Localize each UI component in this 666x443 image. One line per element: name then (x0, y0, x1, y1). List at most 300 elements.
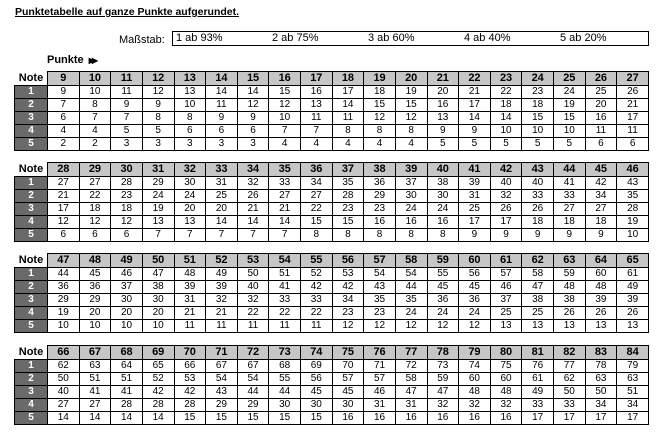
table-cell: 30 (395, 190, 427, 203)
points-header-cell: 79 (459, 346, 491, 360)
table-row (15, 268, 649, 281)
table-cell: 10 (111, 320, 143, 333)
table-cell: 61 (522, 373, 554, 386)
table-cell: 5 (522, 138, 554, 151)
table-row (15, 307, 649, 320)
table-cell: 24 (174, 190, 206, 203)
table-cell: 9 (554, 229, 586, 242)
table-cell: 11 (174, 320, 206, 333)
table-cell: 11 (617, 125, 649, 138)
table-cell: 72 (395, 360, 427, 373)
table-cell: 34 (617, 399, 649, 412)
table-cell: 47 (522, 281, 554, 294)
table-cell: 10 (554, 125, 586, 138)
table-cell: 26 (585, 307, 617, 320)
table-cell: 46 (111, 268, 143, 281)
table-cell: 25 (459, 203, 491, 216)
table-cell: 12 (111, 216, 143, 229)
points-header-cell: 22 (459, 72, 491, 86)
table-cell: 8 (427, 229, 459, 242)
table-cell: 20 (79, 307, 111, 320)
table-cell: 8 (332, 229, 364, 242)
table-cell: 48 (490, 386, 522, 399)
points-header-cell: 68 (111, 346, 143, 360)
table-cell: 47 (395, 386, 427, 399)
table-cell: 63 (79, 360, 111, 373)
table-cell: 14 (490, 112, 522, 125)
table-row (15, 360, 649, 373)
points-header-cell: 75 (332, 346, 364, 360)
points-header-cell: 58 (395, 254, 427, 268)
points-header-cell: 62 (522, 254, 554, 268)
scale-item-grade-1: 1 ab 93% (176, 32, 223, 44)
table-cell: 6 (206, 125, 238, 138)
points-header-cell: 72 (237, 346, 269, 360)
table-cell: 34 (585, 190, 617, 203)
points-header-cell: 50 (142, 254, 174, 268)
table-cell: 45 (459, 281, 491, 294)
table-cell: 14 (48, 412, 80, 425)
table-cell: 21 (48, 190, 80, 203)
table-cell: 15 (269, 412, 301, 425)
table-cell: 28 (111, 399, 143, 412)
table-cell: 26 (554, 307, 586, 320)
table-cell: 4 (301, 138, 333, 151)
table-cell: 30 (174, 177, 206, 190)
points-header-cell: 57 (364, 254, 396, 268)
table-cell: 30 (269, 399, 301, 412)
grade-label: 1 (15, 177, 48, 190)
table-cell: 45 (79, 268, 111, 281)
note-header: Note (15, 346, 48, 360)
table-cell: 8 (142, 112, 174, 125)
grading-scale-box (172, 31, 649, 46)
scale-item-grade-2: 2 ab 75% (272, 32, 319, 44)
table-cell: 26 (490, 203, 522, 216)
grade-label: 5 (15, 229, 48, 242)
table-cell: 15 (395, 99, 427, 112)
grade-label: 5 (15, 138, 48, 151)
table-cell: 14 (237, 86, 269, 99)
table-cell: 57 (490, 268, 522, 281)
table-cell: 30 (332, 399, 364, 412)
points-header-cell: 49 (111, 254, 143, 268)
table-cell: 31 (174, 294, 206, 307)
table-row (15, 386, 649, 399)
table-cell: 2 (79, 138, 111, 151)
table-cell: 66 (174, 360, 206, 373)
table-header-row (15, 72, 649, 86)
table-cell: 39 (585, 294, 617, 307)
points-header-cell: 21 (427, 72, 459, 86)
table-cell: 9 (585, 229, 617, 242)
table-cell: 10 (48, 320, 80, 333)
table-cell: 7 (174, 229, 206, 242)
table-row (15, 86, 649, 99)
table-cell: 15 (522, 112, 554, 125)
points-header-cell: 63 (554, 254, 586, 268)
points-header-cell: 16 (269, 72, 301, 86)
table-cell: 16 (364, 216, 396, 229)
table-cell: 4 (269, 138, 301, 151)
points-header-cell: 59 (427, 254, 459, 268)
table-cell: 13 (174, 216, 206, 229)
points-header-cell: 60 (459, 254, 491, 268)
points-header-cell: 45 (585, 163, 617, 177)
note-header: Note (15, 254, 48, 268)
table-cell: 10 (617, 229, 649, 242)
table-cell: 9 (522, 229, 554, 242)
table-cell: 11 (301, 320, 333, 333)
table-cell: 19 (617, 216, 649, 229)
scale-label: Maßstab: (119, 34, 165, 46)
table-cell: 60 (490, 373, 522, 386)
table-cell: 23 (332, 203, 364, 216)
table-cell: 12 (364, 320, 396, 333)
table-cell: 9 (111, 99, 143, 112)
table-cell: 41 (269, 281, 301, 294)
points-table (14, 253, 649, 333)
table-cell: 50 (48, 373, 80, 386)
table-cell: 28 (174, 399, 206, 412)
table-cell: 6 (617, 138, 649, 151)
table-cell: 20 (206, 203, 238, 216)
table-cell: 44 (395, 281, 427, 294)
table-cell: 44 (48, 268, 80, 281)
table-cell: 14 (206, 216, 238, 229)
table-cell: 47 (142, 268, 174, 281)
grade-label: 5 (15, 320, 48, 333)
table-cell: 27 (585, 203, 617, 216)
table-cell: 18 (490, 99, 522, 112)
table-cell: 14 (332, 99, 364, 112)
table-cell: 42 (301, 281, 333, 294)
table-cell: 42 (142, 386, 174, 399)
table-cell: 35 (332, 177, 364, 190)
table-cell: 34 (301, 177, 333, 190)
grade-label: 4 (15, 307, 48, 320)
table-cell: 12 (332, 320, 364, 333)
table-cell: 17 (617, 412, 649, 425)
points-header-cell: 83 (585, 346, 617, 360)
table-cell: 30 (301, 399, 333, 412)
table-cell: 20 (174, 203, 206, 216)
table-cell: 45 (301, 386, 333, 399)
table-cell: 57 (332, 373, 364, 386)
table-cell: 12 (427, 320, 459, 333)
table-cell: 5 (459, 138, 491, 151)
table-cell: 71 (364, 360, 396, 373)
points-header-cell: 19 (364, 72, 396, 86)
grade-label: 3 (15, 386, 48, 399)
table-cell: 16 (427, 412, 459, 425)
table-cell: 7 (206, 229, 238, 242)
points-header-cell: 54 (269, 254, 301, 268)
points-label-text: Punkte (47, 54, 84, 66)
points-header-cell: 31 (142, 163, 174, 177)
grade-label: 1 (15, 86, 48, 99)
table-cell: 77 (554, 360, 586, 373)
table-cell: 40 (48, 386, 80, 399)
table-cell: 17 (617, 112, 649, 125)
table-cell: 29 (237, 399, 269, 412)
table-cell: 13 (427, 112, 459, 125)
table-cell: 9 (427, 125, 459, 138)
table-cell: 51 (79, 373, 111, 386)
table-cell: 24 (459, 307, 491, 320)
table-cell: 16 (585, 112, 617, 125)
table-cell: 11 (206, 320, 238, 333)
table-cell: 20 (142, 307, 174, 320)
points-header-cell: 40 (427, 163, 459, 177)
table-cell: 47 (427, 386, 459, 399)
table-cell: 12 (142, 86, 174, 99)
table-cell: 18 (522, 99, 554, 112)
table-cell: 42 (174, 386, 206, 399)
table-cell: 32 (490, 190, 522, 203)
points-table (14, 162, 649, 242)
table-cell: 15 (301, 412, 333, 425)
table-cell: 15 (301, 216, 333, 229)
table-cell: 42 (332, 281, 364, 294)
table-cell: 8 (332, 125, 364, 138)
table-cell: 44 (237, 386, 269, 399)
points-header-cell: 78 (427, 346, 459, 360)
table-cell: 44 (269, 386, 301, 399)
table-cell: 9 (490, 229, 522, 242)
table-cell: 14 (269, 216, 301, 229)
table-cell: 4 (48, 125, 80, 138)
table-cell: 34 (585, 399, 617, 412)
table-cell: 50 (554, 386, 586, 399)
points-header-cell: 33 (206, 163, 238, 177)
table-cell: 8 (364, 229, 396, 242)
table-cell: 52 (142, 373, 174, 386)
table-cell: 6 (79, 229, 111, 242)
table-header-row (15, 254, 649, 268)
table-cell: 36 (427, 294, 459, 307)
table-cell: 14 (206, 86, 238, 99)
points-header-cell: 70 (174, 346, 206, 360)
table-cell: 16 (364, 412, 396, 425)
points-header-cell: 65 (617, 254, 649, 268)
table-cell: 30 (111, 294, 143, 307)
table-cell: 67 (237, 360, 269, 373)
table-cell: 18 (585, 216, 617, 229)
table-cell: 17 (554, 412, 586, 425)
table-cell: 23 (111, 190, 143, 203)
table-cell: 63 (585, 373, 617, 386)
table-cell: 20 (111, 307, 143, 320)
table-cell: 24 (395, 203, 427, 216)
table-cell: 27 (48, 399, 80, 412)
table-cell: 9 (237, 112, 269, 125)
table-cell: 32 (206, 294, 238, 307)
table-cell: 22 (490, 86, 522, 99)
table-cell: 23 (364, 307, 396, 320)
table-cell: 17 (459, 216, 491, 229)
points-header-cell: 13 (174, 72, 206, 86)
points-header-cell: 41 (459, 163, 491, 177)
table-cell: 48 (459, 386, 491, 399)
table-cell: 50 (585, 386, 617, 399)
table-cell: 9 (206, 112, 238, 125)
table-cell: 26 (617, 307, 649, 320)
table-row (15, 99, 649, 112)
points-header-cell: 53 (237, 254, 269, 268)
table-cell: 33 (269, 294, 301, 307)
table-cell: 21 (269, 203, 301, 216)
table-cell: 41 (111, 386, 143, 399)
table-cell: 60 (585, 268, 617, 281)
table-cell: 21 (206, 307, 238, 320)
table-cell: 11 (237, 320, 269, 333)
table-cell: 5 (111, 125, 143, 138)
table-cell: 48 (174, 268, 206, 281)
table-cell: 39 (174, 281, 206, 294)
points-header-cell: 73 (269, 346, 301, 360)
table-cell: 25 (206, 190, 238, 203)
table-cell: 11 (585, 125, 617, 138)
table-cell: 33 (554, 399, 586, 412)
table-cell: 16 (427, 99, 459, 112)
table-cell: 58 (522, 268, 554, 281)
table-header-row (15, 346, 649, 360)
table-cell: 33 (522, 399, 554, 412)
table-cell: 5 (554, 138, 586, 151)
table-cell: 30 (142, 294, 174, 307)
table-cell: 3 (174, 138, 206, 151)
note-header: Note (15, 163, 48, 177)
table-cell: 38 (554, 294, 586, 307)
table-cell: 21 (459, 86, 491, 99)
table-cell: 12 (269, 99, 301, 112)
points-header-cell: 12 (142, 72, 174, 86)
table-cell: 4 (364, 138, 396, 151)
table-cell: 19 (395, 86, 427, 99)
grade-label: 4 (15, 216, 48, 229)
table-cell: 45 (427, 281, 459, 294)
table-row (15, 112, 649, 125)
table-cell: 35 (395, 294, 427, 307)
table-cell: 6 (48, 229, 80, 242)
table-cell: 31 (206, 177, 238, 190)
table-cell: 2 (48, 138, 80, 151)
table-cell: 13 (585, 320, 617, 333)
table-cell: 25 (585, 86, 617, 99)
points-header-cell: 35 (269, 163, 301, 177)
table-cell: 21 (174, 307, 206, 320)
table-cell: 3 (142, 138, 174, 151)
table-row (15, 229, 649, 242)
fast-forward-icon: ▶▶ (88, 56, 95, 65)
table-cell: 11 (111, 86, 143, 99)
table-cell: 67 (206, 360, 238, 373)
table-cell: 26 (522, 203, 554, 216)
table-cell: 26 (617, 86, 649, 99)
table-cell: 17 (522, 412, 554, 425)
table-cell: 48 (585, 281, 617, 294)
table-cell: 13 (554, 320, 586, 333)
table-cell: 27 (79, 399, 111, 412)
points-header-cell: 39 (395, 163, 427, 177)
table-cell: 14 (237, 216, 269, 229)
table-cell: 5 (142, 125, 174, 138)
table-cell: 32 (427, 399, 459, 412)
points-header-cell: 24 (522, 72, 554, 86)
grade-label: 2 (15, 190, 48, 203)
table-cell: 43 (617, 177, 649, 190)
table-cell: 10 (490, 125, 522, 138)
table-cell: 8 (364, 125, 396, 138)
table-cell: 16 (490, 412, 522, 425)
table-cell: 48 (554, 281, 586, 294)
table-cell: 4 (395, 138, 427, 151)
points-header-cell: 48 (79, 254, 111, 268)
points-header-cell: 55 (301, 254, 333, 268)
grade-label: 1 (15, 360, 48, 373)
grade-label: 2 (15, 281, 48, 294)
scale-item-grade-3: 3 ab 60% (368, 32, 415, 44)
points-header-cell: 71 (206, 346, 238, 360)
table-cell: 42 (585, 177, 617, 190)
table-cell: 43 (364, 281, 396, 294)
table-row (15, 190, 649, 203)
points-header-cell: 84 (617, 346, 649, 360)
table-cell: 36 (79, 281, 111, 294)
points-header-cell: 20 (395, 72, 427, 86)
points-header-cell: 38 (364, 163, 396, 177)
table-cell: 7 (142, 229, 174, 242)
table-cell: 73 (427, 360, 459, 373)
table-cell: 23 (332, 307, 364, 320)
grade-label: 5 (15, 412, 48, 425)
table-cell: 29 (79, 294, 111, 307)
points-header-cell: 14 (206, 72, 238, 86)
table-cell: 19 (554, 99, 586, 112)
table-cell: 6 (48, 112, 80, 125)
points-header-cell: 44 (554, 163, 586, 177)
table-cell: 22 (301, 203, 333, 216)
table-cell: 25 (522, 307, 554, 320)
points-header-cell: 47 (48, 254, 80, 268)
table-cell: 50 (237, 268, 269, 281)
points-header-cell: 64 (585, 254, 617, 268)
table-cell: 52 (301, 268, 333, 281)
table-cell: 11 (332, 112, 364, 125)
table-cell: 38 (522, 294, 554, 307)
table-cell: 19 (142, 203, 174, 216)
table-cell: 12 (237, 99, 269, 112)
table-cell: 7 (111, 112, 143, 125)
table-cell: 15 (269, 86, 301, 99)
table-cell: 24 (554, 86, 586, 99)
points-header-cell: 56 (332, 254, 364, 268)
table-cell: 9 (142, 99, 174, 112)
points-header-cell: 77 (395, 346, 427, 360)
points-header-cell: 69 (142, 346, 174, 360)
table-cell: 68 (269, 360, 301, 373)
table-cell: 62 (554, 373, 586, 386)
table-cell: 14 (142, 412, 174, 425)
table-cell: 7 (269, 125, 301, 138)
table-cell: 17 (490, 216, 522, 229)
table-cell: 33 (269, 177, 301, 190)
table-cell: 13 (617, 320, 649, 333)
table-row (15, 203, 649, 216)
table-row (15, 412, 649, 425)
table-row (15, 373, 649, 386)
